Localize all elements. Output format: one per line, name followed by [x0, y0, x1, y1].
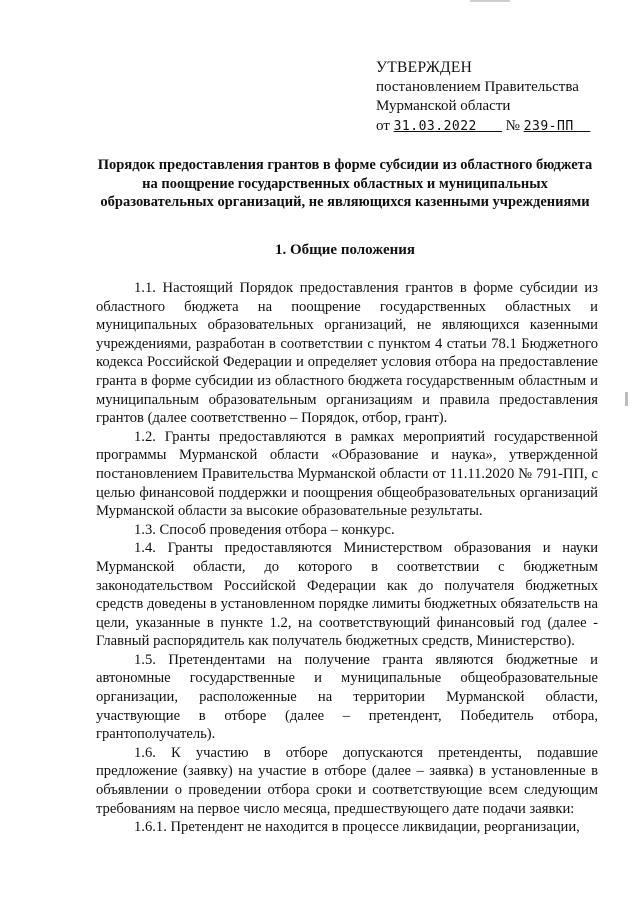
approval-line-2: Мурманской области	[376, 98, 511, 114]
approval-number: 239-ПП	[523, 118, 574, 134]
section-heading: 1. Общие положения	[274, 242, 416, 258]
date-prefix: от	[376, 117, 390, 134]
paragraph-1-5: 1.5. Претендентами на получение гранта являются бюджетные и автономные государственные и муниципальные общеобразовательные организации, расположенные на территории Мурманской области, участвующие в отборе (далее – претендент, Победитель отбора, грантополучатель).	[96, 651, 598, 743]
scan-artifact	[470, 0, 510, 2]
number-prefix: №	[505, 117, 520, 134]
scan-artifact	[625, 392, 628, 406]
approval-title: УТВЕРЖДЕН	[376, 59, 473, 76]
paragraph-1-1: 1.1. Настоящий Порядок предоставления грантов в форме субсидии из областного бюджета на поощрение государственных областных и муниципальных образовательных организаций, не являющихся казенными учреждениями, разработан в соответствии с пунктом 4 статьи 78.1 Бюджетного кодекса Российской Федерации и определяет условия отбора на предоставление гранта в форме субсидии из областного бюджета государственным областным и муниципальным образовательным организациям и правила предоставления грантов (далее соответственно – Порядок, отбор, грант).	[96, 280, 598, 427]
document-body	[96, 279, 598, 837]
paragraph-1-2: 1.2. Гранты предоставляются в рамках мероприятий государственной программы Мурманской области «Образование и наука», утвержденной постановлением Правительства Мурманской области от 11.11.2020 № 791-ПП, с целью финансовой поддержки и поощрения общеобразовательных организаций Мурманской области за высокие образовательные результаты.	[96, 428, 598, 520]
paragraph-1-3: 1.3. Способ проведения отбора – конкурс.	[134, 521, 395, 538]
approval-date-line	[376, 117, 616, 137]
paragraph-1-4: 1.4. Гранты предоставляются Министерством образования и науки Мурманской области, до которого в соответствии с бюджетным законодательством Российской Федерации как до получателя бюджетных средств доведены в установленном порядке лимиты бюджетных обязательств на цели, указанные в пункте 1.2, на соответствующий финансовый год (далее - Главный распорядитель как получатель бюджетных средств, Министерство).	[96, 540, 598, 650]
paragraph-1-6-1: 1.6.1. Претендент не находится в процессе ликвидации, реорганизации,	[134, 819, 580, 836]
approval-stamp	[376, 58, 616, 136]
document-title: Порядок предоставления грантов в форме субсидии из областного бюджета на поощрение государственных областных и муниципальных образовательных организаций, не являющихся казенными учреждениями	[97, 157, 593, 210]
approval-line-1: постановлением Правительства	[376, 78, 579, 95]
approval-date: 31.03.2022	[393, 118, 477, 134]
paragraph-1-6: 1.6. К участию в отборе допускаются претенденты, подавшие предложение (заявку) на участие в отборе (далее – заявка) в установленные в объявлении о проведении отбора сроки и соответствующие всем следующим требованиям на первое число месяца, предшествующего дате подачи заявки:	[96, 744, 598, 817]
